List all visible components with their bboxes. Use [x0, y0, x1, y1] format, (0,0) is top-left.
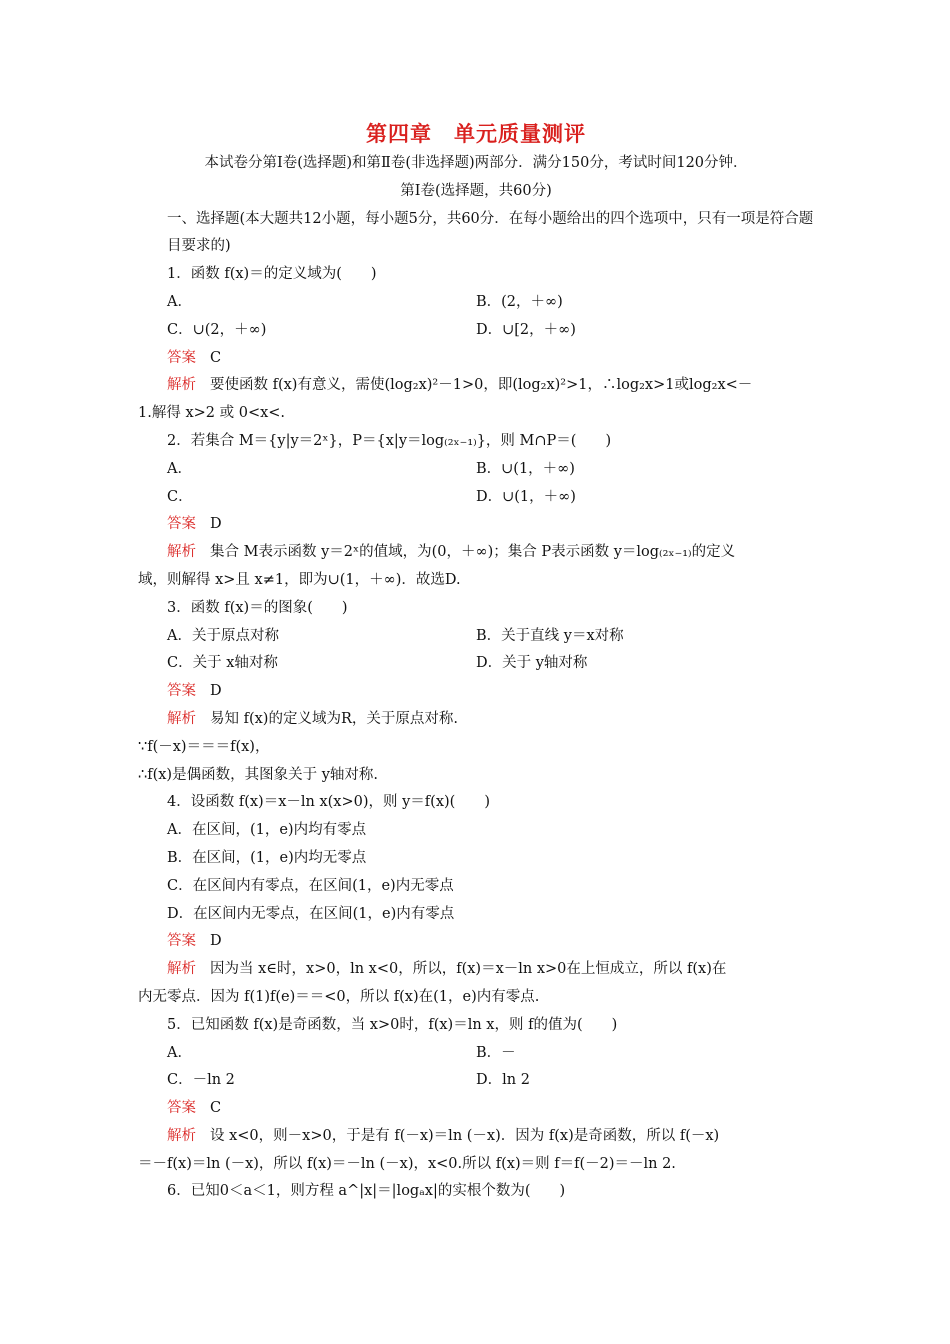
chapter-title: 第四章 单元质量测评 [366, 121, 586, 146]
analysis-continuation: 内无零点．因为 f(1)f(e)＝＝<0，所以 f(x)在(1，e)内有零点. [138, 988, 540, 1005]
analysis-label: 解析 [167, 710, 196, 727]
option-row [138, 1067, 814, 1095]
option-row [138, 650, 814, 678]
question-stem: 4．设函数 f(x)＝x－ln x(x>0)，则 y＝f(x)( ) [167, 794, 490, 811]
option-d: D．ln 2 [476, 1072, 530, 1089]
answer-value: C [210, 1100, 222, 1117]
option-c: C． [167, 488, 193, 505]
answer-value: D [210, 516, 222, 533]
option-b: B．(2，＋∞) [476, 293, 563, 310]
analysis-line [138, 956, 814, 984]
answer-value: D [210, 933, 222, 950]
option-row [138, 484, 814, 512]
answer-label: 答案 [167, 683, 196, 700]
option-row [138, 623, 814, 651]
analysis-line [138, 1123, 814, 1151]
answer-line [138, 928, 814, 956]
exam-intro: 本试卷分第Ⅰ卷(选择题)和第Ⅱ卷(非选择题)两部分．满分150分，考试时间120分钟． [204, 155, 748, 171]
option-b: B．关于直线 y＝x对称 [476, 627, 624, 644]
analysis-continuation: ＝－f(x)＝ln (－x)，所以 f(x)＝－ln (－x)，x<0.所以 f(x)＝则 f＝f(－2)＝－ln 2. [138, 1155, 676, 1172]
analysis-continuation: ∴f(x)是偶函数，其图象关于 y轴对称. [138, 766, 378, 783]
answer-line [138, 1095, 814, 1123]
question-stem: 1．函数 f(x)＝的定义域为( ) [167, 266, 377, 283]
answer-label: 答案 [167, 516, 196, 533]
section-heading: 第Ⅰ卷(选择题，共60分) [400, 182, 552, 199]
question-stem: 3．函数 f(x)＝的图象( ) [167, 599, 348, 616]
analysis-line [138, 706, 814, 734]
analysis-text: 易知 f(x)的定义域为R，关于原点对称. [210, 710, 458, 727]
option-b: B．∪(1，＋∞) [476, 460, 575, 477]
option-row [138, 456, 814, 484]
document-page [138, 118, 814, 1206]
option-a: A． [167, 293, 192, 310]
option-c: C．关于 x轴对称 [167, 655, 278, 672]
option-a: A．关于原点对称 [167, 627, 279, 644]
option-row [138, 1040, 814, 1068]
question-stem: 2．若集合 M＝{y|y＝2ˣ}，P＝{x|y＝log₍₂ₓ₋₁₎}，则 M∩P＝( ) [167, 432, 612, 449]
option-d: D．在区间内无零点，在区间(1，e)内有零点 [167, 905, 455, 922]
analysis-text: 因为当 x∈时，x>0，ln x<0，所以，f(x)＝x－ln x>0在上恒成立，所以 f(x)在 [210, 961, 727, 978]
analysis-text: 集合 M表示函数 y＝2ˣ的值域，为(0，＋∞)；集合 P表示函数 y＝log₍₂ₓ₋₁₎的定义 [210, 544, 736, 561]
analysis-label: 解析 [167, 961, 196, 978]
analysis-text: 要使函数 f(x)有意义，需使(log₂x)²－1>0，即(log₂x)²>1，∴log₂x>1或log₂x<－ [210, 377, 753, 394]
option-d: D．∪[2，＋∞) [476, 321, 576, 338]
answer-value: C [210, 349, 222, 366]
option-b: B．－ [476, 1044, 516, 1061]
answer-line [138, 345, 814, 373]
answer-label: 答案 [167, 349, 196, 366]
option-a: A．在区间，(1，e)内均有零点 [167, 822, 367, 839]
option-a: A． [167, 1044, 192, 1061]
analysis-label: 解析 [167, 1127, 196, 1144]
analysis-label: 解析 [167, 377, 196, 394]
option-c: C．在区间内有零点，在区间(1，e)内无零点 [167, 877, 454, 894]
option-c: C．－ln 2 [167, 1072, 235, 1089]
option-c: C．∪(2，＋∞) [167, 321, 267, 338]
answer-line [138, 511, 814, 539]
section-instructions: 一、选择题(本大题共12小题，每小题5分，共60分．在每小题给出的四个选项中，只有一项是符合题目要求的) [167, 210, 814, 255]
answer-value: D [210, 683, 222, 700]
question-stem: 6．已知0＜a＜1，则方程 a^|x|＝|logₐx|的实根个数为( ) [167, 1183, 566, 1200]
analysis-line [138, 539, 814, 567]
option-row [138, 289, 814, 317]
analysis-continuation: ∵f(－x)＝＝＝f(x)， [138, 738, 270, 755]
analysis-continuation: 域，则解得 x>且 x≠1，即为∪(1，＋∞)．故选D. [138, 571, 461, 588]
option-row [138, 317, 814, 345]
option-d: D．关于 y轴对称 [476, 655, 588, 672]
analysis-label: 解析 [167, 544, 196, 561]
question-stem: 5．已知函数 f(x)是奇函数，当 x>0时，f(x)＝ln x，则 f的值为( ) [167, 1016, 618, 1033]
answer-label: 答案 [167, 1100, 196, 1117]
answer-line [138, 678, 814, 706]
analysis-line [138, 372, 814, 400]
option-a: A． [167, 460, 192, 477]
option-d: D．∪(1，＋∞) [476, 488, 576, 505]
answer-label: 答案 [167, 933, 196, 950]
option-b: B．在区间，(1，e)内均无零点 [167, 849, 367, 866]
analysis-text: 设 x<0，则－x>0，于是有 f(－x)＝ln (－x)．因为 f(x)是奇函数，所以 f(－x) [210, 1127, 720, 1144]
analysis-continuation: 1.解得 x>2 或 0<x<. [138, 405, 286, 422]
